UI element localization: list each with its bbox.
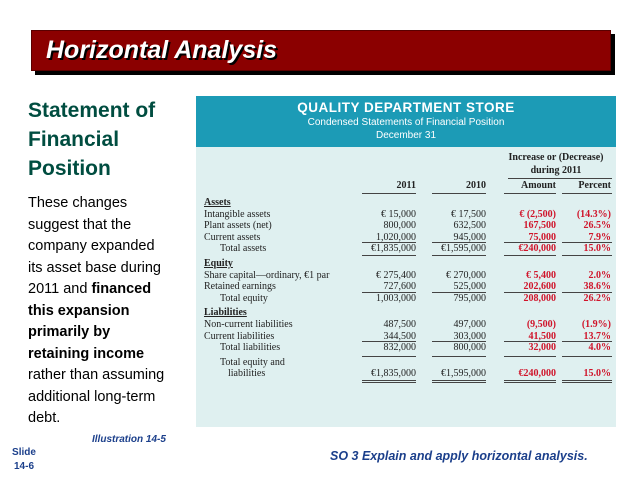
grand-total-rule <box>432 382 486 383</box>
body-line: rather than assuming <box>28 367 165 383</box>
row-label: Current assets <box>204 231 261 243</box>
value-2010: €1,595,000 <box>441 368 486 380</box>
change-percent: 13.7% <box>583 330 611 342</box>
value-2010: 632,500 <box>453 220 486 232</box>
change-header-rule <box>508 178 612 179</box>
change-amount: 208,000 <box>523 292 556 304</box>
body-line: additional long-term <box>28 388 156 405</box>
section-label: Liabilities <box>204 307 247 319</box>
section-label: Assets <box>204 197 231 208</box>
subtotal-rule <box>362 356 416 357</box>
slide-title: Horizontal Analysis <box>46 36 278 64</box>
change-amount: 32,000 <box>528 342 556 354</box>
col-rule <box>562 193 612 194</box>
slide-number <box>4 446 44 474</box>
body-line: These changes <box>28 195 128 211</box>
value-2011: 800,000 <box>383 220 416 232</box>
change-percent: (1.9%) <box>581 319 611 330</box>
body-line: company expanded <box>28 238 155 254</box>
double-rule <box>362 255 416 256</box>
value-2010: 303,000 <box>453 330 486 342</box>
row-label: Total equity <box>220 292 268 304</box>
change-percent: 38.6% <box>583 281 611 293</box>
statement-date: December 31 <box>375 130 437 141</box>
row-label: Total liabilities <box>220 342 281 354</box>
statement-subtitle: Condensed Statements of Financial Position <box>307 117 505 128</box>
change-percent: 26.5% <box>583 220 611 232</box>
value-2010: 497,000 <box>453 319 486 330</box>
change-percent: 4.0% <box>588 342 611 354</box>
grand-total-rule <box>362 380 416 381</box>
value-2011: € 15,000 <box>381 208 416 220</box>
value-2010: € 270,000 <box>446 269 486 281</box>
grand-total-rule <box>504 382 556 383</box>
subtotal-rule <box>504 356 556 357</box>
body-line: 2011 and financed <box>28 281 152 297</box>
change-header-1: Increase or (Decrease) <box>508 152 604 163</box>
value-2011: € 275,400 <box>376 269 416 281</box>
value-2011: €1,835,000 <box>371 243 416 255</box>
value-2010: 795,000 <box>453 292 486 304</box>
slide-number-value: 14-6 <box>13 461 34 472</box>
row-label: Total equity and <box>220 356 285 368</box>
change-amount: 41,500 <box>528 330 556 342</box>
double-rule <box>504 255 556 256</box>
statement-header <box>196 96 616 147</box>
value-2010: € 17,500 <box>451 208 486 220</box>
change-amount: 75,000 <box>528 231 556 243</box>
col-percent-header: Percent <box>578 180 611 191</box>
row-label: Non-current liabilities <box>204 319 293 330</box>
section-label: Equity <box>204 258 233 269</box>
col-rule <box>504 193 556 194</box>
row-label: Total assets <box>220 243 267 255</box>
double-rule <box>562 255 612 256</box>
body-line: its asset base during <box>28 259 161 276</box>
change-amount: € 5,400 <box>526 269 556 281</box>
heading-line: Position <box>28 157 111 180</box>
value-2011: 1,003,000 <box>376 292 416 304</box>
grand-total-rule <box>562 382 612 383</box>
double-rule <box>432 255 486 256</box>
row-label: Plant assets (net) <box>204 220 272 232</box>
body-line: retaining income <box>28 345 145 362</box>
body-line: debt. <box>28 410 61 426</box>
value-2011: €1,835,000 <box>371 368 416 380</box>
heading-line: Financial <box>28 128 120 151</box>
row-label: Current liabilities <box>204 330 275 342</box>
change-amount: 202,600 <box>523 281 556 293</box>
body-line: this expansion <box>28 302 130 319</box>
grand-total-rule <box>562 380 612 381</box>
grand-total-rule <box>432 380 486 381</box>
change-amount: (9,500) <box>526 319 556 330</box>
section-heading <box>28 96 193 183</box>
row-label: liabilities <box>228 368 266 380</box>
subtotal-rule <box>562 356 612 357</box>
change-amount: € (2,500) <box>519 208 556 220</box>
value-2010: 525,000 <box>453 281 486 293</box>
change-amount: €240,000 <box>518 368 556 380</box>
slide-label: Slide <box>12 447 36 458</box>
value-2011: 344,500 <box>383 330 416 342</box>
change-amount: €240,000 <box>518 243 556 255</box>
change-percent: 15.0% <box>583 243 611 255</box>
change-amount: 167,500 <box>523 220 556 232</box>
col-2010-header: 2010 <box>466 180 486 191</box>
value-2011: 487,500 <box>383 319 416 330</box>
explanation-text <box>28 193 193 430</box>
change-header-2: during 2011 <box>530 165 582 176</box>
change-percent: 26.2% <box>583 292 611 304</box>
change-percent: 7.9% <box>588 231 611 243</box>
value-2010: €1,595,000 <box>441 243 486 255</box>
illustration-label: Illustration 14-5 <box>92 434 166 445</box>
value-2011: 832,000 <box>383 342 416 354</box>
change-percent: (14.3%) <box>576 208 611 220</box>
row-label: Intangible assets <box>204 208 271 220</box>
col-rule <box>362 193 416 194</box>
value-2010: 800,000 <box>453 342 486 354</box>
body-line: suggest that the <box>28 216 132 233</box>
row-label: Retained earnings <box>204 281 276 293</box>
value-2010: 945,000 <box>453 231 486 243</box>
subtotal-rule <box>432 356 486 357</box>
grand-total-rule <box>504 380 556 381</box>
grand-total-rule <box>362 382 416 383</box>
col-2011-header: 2011 <box>396 180 416 191</box>
financial-statement <box>196 96 616 427</box>
col-rule <box>432 193 486 194</box>
change-percent: 2.0% <box>588 269 611 281</box>
change-percent: 15.0% <box>583 368 611 380</box>
company-name: QUALITY DEPARTMENT STORE <box>297 100 515 115</box>
col-amount-header: Amount <box>520 180 556 191</box>
body-line: primarily by <box>28 324 111 340</box>
row-label: Share capital—ordinary, €1 par <box>204 269 330 281</box>
heading-line: Statement of <box>28 99 156 122</box>
value-2011: 727,600 <box>383 281 416 293</box>
study-objective: SO 3 Explain and apply horizontal analysis. <box>330 449 588 463</box>
value-2011: 1,020,000 <box>376 231 416 243</box>
title-bar <box>31 30 611 71</box>
